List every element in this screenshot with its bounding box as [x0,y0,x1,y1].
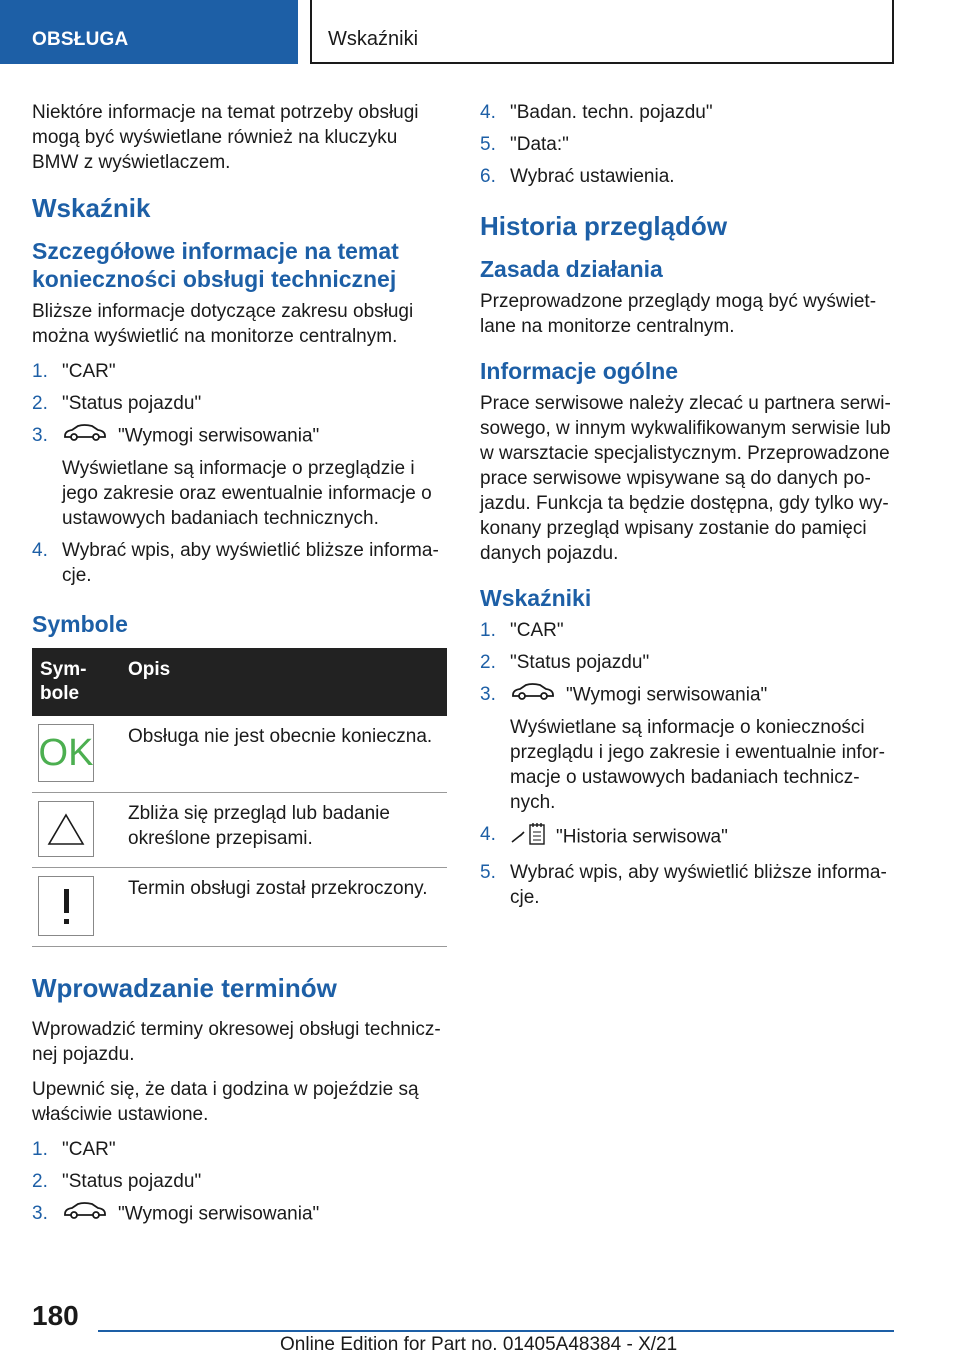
warning-triangle-icon [38,801,94,857]
right-column [480,100,894,920]
paragraph-zasada: Przeprowadzone przeglądy mogą być wyświetlane na monitorze centralnym. [480,291,877,337]
list-number: 2. [480,652,496,673]
chapter-header [310,0,894,64]
table-cell: Zbliża się przegląd lub badanie określone przepisami. [120,793,447,868]
paragraph-szczegolowe: Bliższe informacje dotyczące zakresu obsługi można wyświetlić na monitorze centralnym. [32,301,414,347]
list-number: 3. [32,425,48,446]
list-item [32,1201,447,1228]
list-subtext: Wyświetlane są informacje o konieczności przeglądu i jego zakresie i ewentualnie informacje o ustawowych badaniach technicznych. [510,717,885,813]
list-text: "Wymogi serwisowania" [566,684,768,706]
paragraph-wprowadzanie-1: Wprowadzić terminy okresowej obsługi technicznej pojazdu. [32,1019,441,1065]
list-text: "Status pojazdu" [510,652,650,673]
table-header-row [32,648,447,716]
car-service-icon [62,1201,108,1228]
steps-list-2 [32,1137,447,1228]
list-number: 1. [480,620,496,641]
ok-glyph: OK [38,731,94,774]
list-item [480,100,894,125]
list-number: 1. [32,1139,48,1160]
list-number: 3. [480,684,496,705]
list-text: Wybrać wpis, aby wyświetlić bliższe informacje. [510,862,887,908]
table-row [32,868,447,947]
footer-edition: Online Edition for Part no. 01405A48384 - X/21 [280,1334,678,1355]
heading-wskazniki: Wskaźniki [480,585,592,611]
list-text: "Status pojazdu" [62,393,202,414]
list-text: "Badan. techn. pojazdu" [510,102,713,123]
table-row [32,716,447,793]
list-item [32,538,447,588]
list-number: 5. [480,862,496,883]
list-item [480,650,894,675]
footer-divider [98,1330,894,1332]
heading-symbole: Symbole [32,611,128,637]
list-text: "Historia serwisowa" [556,826,728,848]
list-text: "Status pojazdu" [62,1171,202,1192]
section-tab [0,0,298,64]
list-text: "Wymogi serwisowania" [118,425,320,447]
list-item [480,164,894,189]
list-number: 2. [32,1171,48,1192]
section-label: OBSŁUGA [32,29,129,50]
paragraph-ogolne: Prace serwisowe należy zlecać u partnera serwisowego, w innym wykwalifikowanym serwisie lub w warsztacie specjalistycznym. Przeprowadzone prace serwisowe wpisywane są do danych pojazdu. Funkcja ta będzie dostępna, gdy tylko wykonany przegląd wpisany zostanie do pamięci danych pojazdu. [480,393,891,564]
list-number: 4. [480,102,496,123]
list-subtext: Wyświetlane są informacje o przeglądzie i jego zakresie oraz ewentualnie informacje o ustawowych badaniach technicznych. [62,458,432,529]
list-number: 6. [480,166,496,187]
col-header-symbole: Symbole [32,648,120,716]
heading-historia: Historia przeglądów [480,211,728,241]
table-cell: Termin obsługi został przekroczony. [120,868,447,947]
steps-list-2-continued [480,100,894,189]
symbols-table [32,648,447,947]
left-column [32,100,447,1238]
list-item [480,618,894,643]
list-text: Wybrać ustawienia. [510,166,675,187]
list-text: "CAR" [510,620,564,641]
list-item [480,682,894,815]
list-number: 2. [32,393,48,414]
list-number: 4. [32,540,48,561]
car-service-icon [510,682,556,709]
list-text: "Data:" [510,134,569,155]
table-row [32,793,447,868]
list-number: 5. [480,134,496,155]
list-item [32,423,447,531]
service-history-icon [510,822,546,853]
col-header-opis: Opis [120,648,447,716]
intro-paragraph: Niektóre informacje na temat potrzeby obsługi mogą być wyświetlane również na kluczyku BMW z wyświetlaczem. [32,102,419,173]
list-item [480,822,894,853]
list-item [480,860,894,910]
list-text: "CAR" [62,1139,116,1160]
list-number: 4. [480,824,496,845]
page-number: 180 [32,1300,79,1331]
heading-ogolne: Informacje ogólne [480,358,679,384]
list-number: 1. [32,361,48,382]
list-item [32,391,447,416]
list-item [32,1169,447,1194]
list-text: Wybrać wpis, aby wyświetlić bliższe informacje. [62,540,439,586]
ok-icon [38,724,94,782]
steps-list-1 [32,359,447,588]
list-text: "Wymogi serwisowania" [118,1203,320,1225]
heading-zasada: Zasada działania [480,256,663,282]
heading-wskaznik: Wskaźnik [32,193,151,223]
list-text: "CAR" [62,361,116,382]
car-service-icon [62,423,108,450]
list-number: 3. [32,1203,48,1224]
list-item [32,359,447,384]
exclamation-icon [38,876,94,936]
steps-list-3 [480,618,894,910]
table-cell: Obsługa nie jest obecnie konieczna. [120,716,447,793]
heading-szczegolowe: Szczegółowe informacje na temat konieczności obsługi technicznej [32,238,399,292]
list-item [480,132,894,157]
paragraph-wprowadzanie-2: Upewnić się, że data i godzina w pojeździe są właściwie ustawione. [32,1079,419,1125]
chapter-title: Wskaźniki [328,28,419,50]
list-item [32,1137,447,1162]
heading-wprowadzanie: Wprowadzanie terminów [32,973,337,1003]
